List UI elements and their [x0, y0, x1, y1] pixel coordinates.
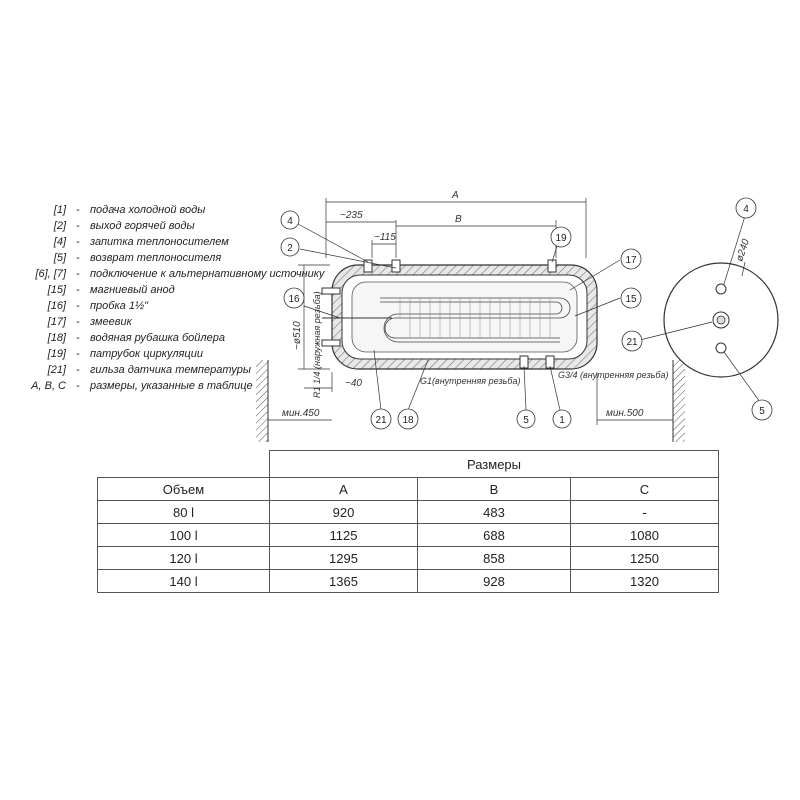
legend-key: [16] [47, 300, 66, 312]
callout-end-21 [622, 331, 642, 351]
legend-key: [15] [47, 284, 66, 296]
callout-end-4 [736, 198, 756, 218]
legend-key: [4] [53, 236, 66, 248]
svg-text:19: 19 [555, 233, 567, 244]
callout-end-5 [752, 400, 772, 420]
table-cell: 1125 [270, 524, 418, 547]
min-right: мин.500 [606, 408, 644, 419]
svg-text:16: 16 [288, 294, 300, 305]
dim-a: A [452, 190, 459, 201]
dim-40: ~40 [345, 378, 362, 389]
header-volume: Объем [98, 478, 270, 501]
legend-key: [17] [47, 316, 66, 328]
callout-18 [398, 409, 418, 429]
table-cell: 1295 [270, 547, 418, 570]
legend-dash: - [76, 380, 80, 392]
table-cell: 858 [418, 547, 571, 570]
table-cell: 483 [418, 501, 571, 524]
callout-1 [553, 410, 571, 428]
tank-shell [332, 265, 597, 369]
table-cell: - [571, 501, 719, 524]
table-group-header: Размеры [270, 451, 719, 478]
svg-text:4: 4 [287, 216, 293, 227]
table-corner [98, 451, 270, 478]
table-cell: 100 l [98, 524, 270, 547]
table-cell: 688 [418, 524, 571, 547]
legend-key: [6], [7] [35, 268, 66, 280]
dimensions-table [97, 450, 719, 593]
callout-15 [621, 288, 641, 308]
table-cell: 920 [270, 501, 418, 524]
legend-dash: - [76, 348, 80, 360]
legend-dash: - [76, 284, 80, 296]
svg-text:18: 18 [402, 415, 414, 426]
legend-desc: змеевик [90, 316, 132, 328]
legend-dash: - [76, 332, 80, 344]
table-group-row [98, 451, 719, 478]
svg-text:5: 5 [759, 406, 765, 417]
svg-text:15: 15 [625, 294, 637, 305]
legend-key: [5] [53, 252, 66, 264]
table-row [98, 570, 719, 593]
header-b: B [418, 478, 571, 501]
thread-g34: G3/4 (внутренняя резьба) [558, 370, 669, 380]
table-cell: 1250 [571, 547, 719, 570]
svg-text:21: 21 [375, 415, 387, 426]
legend-desc: магниевый анод [90, 284, 175, 296]
table-cell: 140 l [98, 570, 270, 593]
legend-key: [2] [53, 220, 66, 232]
dim-115: ~115 [374, 232, 396, 243]
right-wall [673, 360, 685, 442]
dim-240: ø240 [734, 237, 752, 263]
table-row [98, 501, 719, 524]
table-cell: 1320 [571, 570, 719, 593]
table-cell: 120 l [98, 547, 270, 570]
legend-desc: выход горячей воды [90, 220, 195, 232]
dim-b: B [455, 214, 462, 225]
callout-2 [281, 238, 299, 256]
thread-r: R1 1/4 (наружная резьба) [312, 291, 322, 398]
left-wall [256, 360, 268, 442]
legend-dash: - [76, 252, 80, 264]
legend-desc: запитка теплоносителем [90, 236, 229, 248]
table-cell: 928 [418, 570, 571, 593]
legend-desc: размеры, указанные в таблице [90, 380, 253, 392]
table-cell: 1365 [270, 570, 418, 593]
svg-text:1: 1 [559, 415, 565, 426]
table-cell: 80 l [98, 501, 270, 524]
legend-dash: - [76, 300, 80, 312]
table-cell: 1080 [571, 524, 719, 547]
svg-text:17: 17 [625, 255, 637, 266]
legend-desc: подача холодной воды [90, 204, 206, 216]
legend-dash: - [76, 268, 80, 280]
legend-desc: возврат теплоносителя [90, 252, 222, 264]
legend-dash: - [76, 364, 80, 376]
thread-g1: G1(внутренняя резьба) [420, 376, 521, 386]
legend-key: [1] [53, 204, 66, 216]
dim-510: ~ø510 [292, 321, 303, 350]
callout-21 [371, 409, 391, 429]
svg-text:5: 5 [523, 415, 529, 426]
legend-key: [21] [47, 364, 66, 376]
dim-235: ~235 [340, 210, 363, 221]
legend-desc: гильза датчика температуры [90, 364, 251, 376]
legend-dash: - [76, 220, 80, 232]
callout-16 [284, 288, 304, 308]
legend-desc: пробка 1½" [90, 300, 149, 312]
legend-desc: подключение к альтернативному источнику [90, 268, 325, 280]
callout-19 [551, 227, 571, 247]
legend-key: A, B, C [31, 380, 66, 392]
table-row [98, 547, 719, 570]
min-left: мин.450 [282, 408, 320, 419]
legend-key: [19] [47, 348, 66, 360]
legend-dash: - [76, 204, 80, 216]
header-c: C [571, 478, 719, 501]
legend-dash: - [76, 316, 80, 328]
table-header-row [98, 478, 719, 501]
header-a: A [270, 478, 418, 501]
svg-text:21: 21 [626, 337, 638, 348]
legend-desc: патрубок циркуляции [90, 348, 203, 360]
callout-17 [621, 249, 641, 269]
legend-key: [18] [47, 332, 66, 344]
svg-text:2: 2 [287, 243, 293, 254]
svg-text:4: 4 [743, 204, 749, 215]
callout-5 [517, 410, 535, 428]
callout-4 [281, 211, 299, 229]
legend-dash: - [76, 236, 80, 248]
table-row [98, 524, 719, 547]
legend-desc: водяная рубашка бойлера [90, 332, 225, 344]
